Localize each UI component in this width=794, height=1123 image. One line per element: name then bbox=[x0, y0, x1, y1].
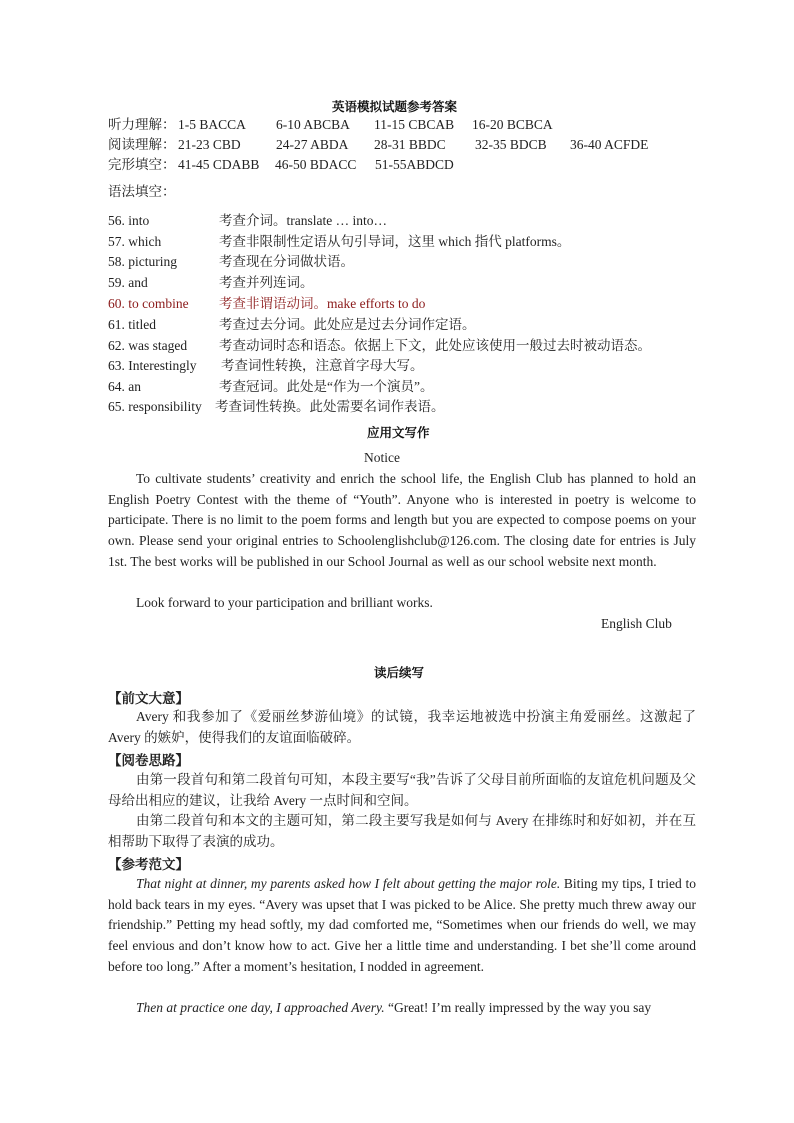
grading-text-2: 由第二段首句和本文的主题可知，第二段主要写我是如何与 Avery 在排练时和好如初，并在互相帮助下取得了表演的成功。 bbox=[108, 813, 696, 849]
answer-group: 41-45 CDABB bbox=[178, 157, 260, 172]
grammar-answer: 65. responsibility bbox=[108, 399, 202, 414]
answer-group: 1-5 BACCA bbox=[178, 117, 246, 132]
grading-text-1: 由第一段首句和第二段首句可知，本段主要写“我”告诉了父母目前所面临的友谊危机问题及父母给出相应的建议，让我给 Avery 一点时间和空间。 bbox=[108, 772, 696, 808]
answer-group: 36-40 ACFDE bbox=[570, 137, 649, 152]
continuation-heading: 读后续写 bbox=[374, 665, 425, 680]
grammar-explanation: 考查现在分词做状语。 bbox=[219, 254, 354, 269]
notice-closing: Look forward to your participation and brilliant works. bbox=[136, 595, 433, 610]
grammar-answer: 62. was staged bbox=[108, 338, 188, 353]
notice-title: Notice bbox=[364, 450, 400, 465]
grammar-answer: 59. and bbox=[108, 275, 148, 290]
section-label-grading: 【阅卷思路】 bbox=[108, 753, 189, 768]
grammar-explanation: 考查冠词。此处是“作为一个演员”。 bbox=[219, 379, 434, 394]
grammar-explanation: 考查过去分词。此处应是过去分词作定语。 bbox=[219, 317, 476, 332]
grammar-explanation: 考查词性转换。此处需要名词作表语。 bbox=[215, 399, 445, 414]
answer-group: 24-27 ABDA bbox=[276, 137, 349, 152]
model-opening-sentence: Then at practice one day, I approached Avery. bbox=[136, 1000, 385, 1015]
answer-group: 28-31 BBDC bbox=[374, 137, 446, 152]
answer-group: 6-10 ABCBA bbox=[276, 117, 350, 132]
grammar-explanation: 考查词性转换，注意首字母大写。 bbox=[221, 358, 424, 373]
grammar-explanation: 考查并列连词。 bbox=[219, 275, 314, 290]
grammar-answer: 56. into bbox=[108, 213, 150, 228]
cloze-label: 完形填空： bbox=[108, 157, 176, 172]
answer-group: 21-23 CBD bbox=[178, 137, 241, 152]
reading-label: 阅读理解： bbox=[108, 137, 176, 152]
grammar-answer: 63. Interestingly bbox=[108, 358, 197, 373]
grammar-answer: 60. to combine bbox=[108, 296, 189, 311]
grammar-answer: 58. picturing bbox=[108, 254, 177, 269]
grammar-explanation: 考查非限制性定语从句引导词，这里 which 指代 platforms。 bbox=[219, 234, 571, 249]
model-paragraph-2 bbox=[108, 998, 696, 1019]
writing-heading: 应用文写作 bbox=[367, 425, 430, 440]
grammar-answer: 64. an bbox=[108, 379, 141, 394]
grammar-explanation: 考查动词时态和语态。依据上下文，此处应该使用一般过去时被动语态。 bbox=[219, 338, 651, 353]
document-title: 英语模拟试题参考答案 bbox=[332, 99, 458, 114]
notice-body: To cultivate students’ creativity and enrich the school life, the English Club has planned to hold an English Poetry Contest with the theme of “Youth”. Anyone who is interested in poetry is welcome to participate. There is no limit to the poem forms and length but you are expected to compose poems on your own. Please send your original entries to Schoolenglishclub@126.com. The closing date for entries is July 1st. The best works will be published in our School Journal as well as our school website next month. bbox=[108, 471, 696, 569]
notice-signature: English Club bbox=[601, 616, 672, 631]
reading-row bbox=[108, 135, 708, 155]
answer-group: 11-15 CBCAB bbox=[374, 117, 455, 132]
grammar-explanation: 考查介词。translate … into… bbox=[219, 213, 387, 228]
section-label-summary: 【前文大意】 bbox=[108, 691, 189, 706]
grammar-label: 语法填空： bbox=[108, 184, 176, 199]
answer-group: 51-55ABDCD bbox=[375, 157, 454, 172]
model-opening-sentence: That night at dinner, my parents asked how I felt about getting the major role. bbox=[136, 876, 561, 891]
grammar-explanation: 考查非谓语动词。make efforts to do bbox=[219, 296, 426, 311]
grammar-answer: 57. which bbox=[108, 234, 162, 249]
grammar-answer: 61. titled bbox=[108, 317, 156, 332]
model-body: Biting my tips, I tried to hold back tears in my eyes. “Avery was upset that I was picked to be Alice. She pretty much threw away our friendship.” Petting my head softly, my dad comforted me, “Sometimes when our friends do well, we may feel envious and don’t know how to act. Give her a little time and understanding. I bet she’ll come around before too long.” After a moment’s hesitation, I nodded in agreement. bbox=[108, 876, 696, 974]
model-paragraph-1 bbox=[108, 874, 696, 978]
summary-text: Avery 和我参加了《爱丽丝梦游仙境》的试镜，我幸运地被选中扮演主角爱丽丝。这激起了 Avery 的嫉妒，使得我们的友谊面临破碎。 bbox=[108, 709, 696, 745]
section-label-model: 【参考范文】 bbox=[108, 857, 189, 872]
cloze-row bbox=[108, 155, 708, 175]
model-body: “Great! I’m really impressed by the way you say bbox=[384, 1000, 652, 1015]
listening-label: 听力理解： bbox=[108, 117, 176, 132]
answer-group: 16-20 BCBCA bbox=[472, 117, 553, 132]
answer-group: 46-50 BDACC bbox=[275, 157, 357, 172]
listening-row bbox=[108, 115, 708, 135]
answer-group: 32-35 BDCB bbox=[475, 137, 547, 152]
